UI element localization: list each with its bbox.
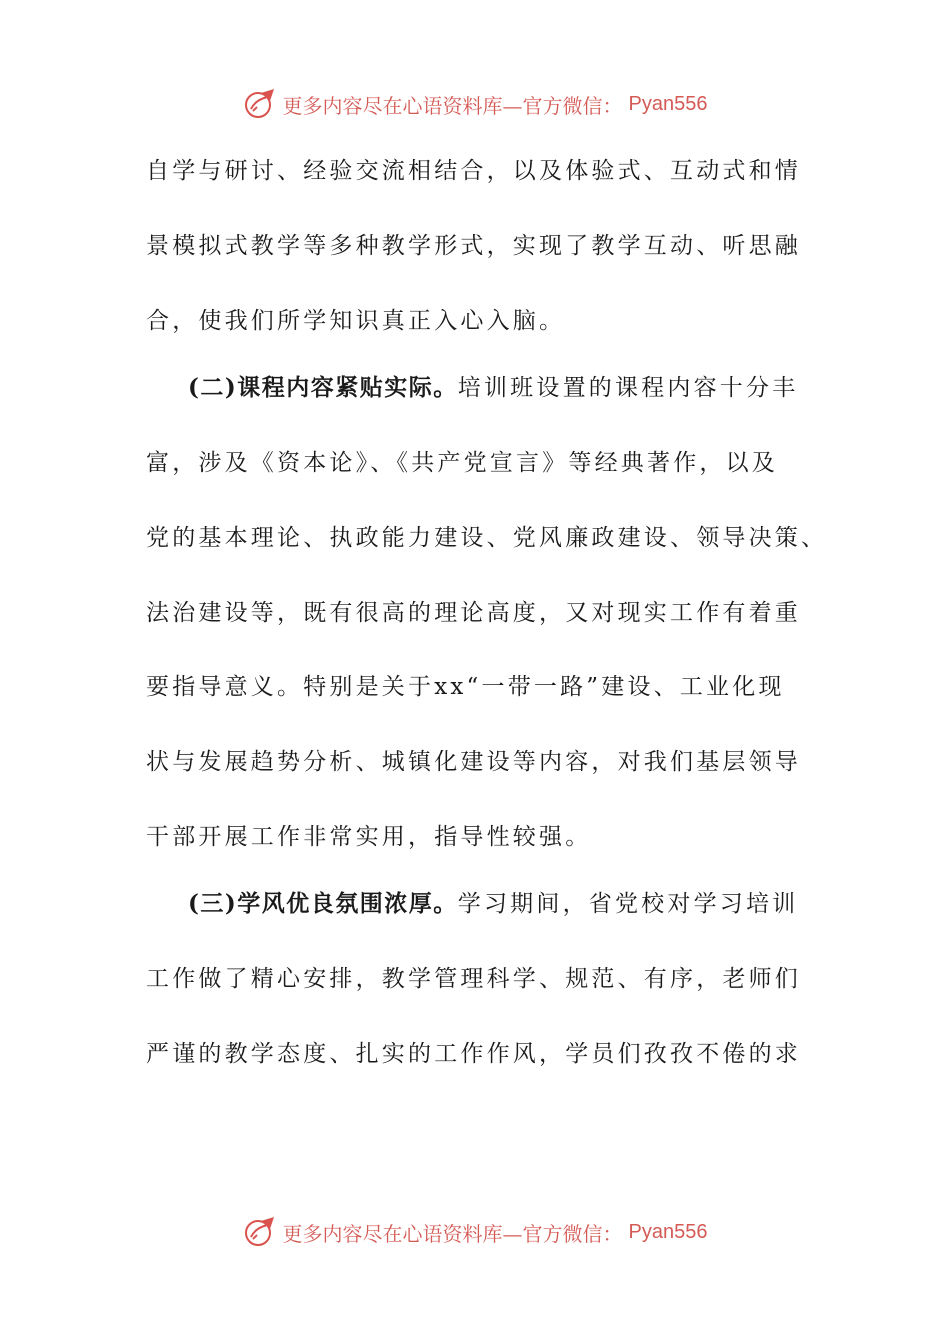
banner-wechat-id: Pyan556 — [628, 1220, 708, 1243]
section-heading: (三)学风优良氛围浓厚。 — [188, 890, 458, 917]
text-line: 严谨的教学态度、扎实的工作作风，学员们孜孜不倦的求 — [146, 1041, 801, 1067]
text-line: 景模拟式教学等多种教学形式，实现了教学互动、听思融 — [146, 233, 801, 259]
pen-logo-icon — [243, 1215, 277, 1249]
text-line: 状与发展趋势分析、城镇化建设等内容，对我们基层领导 — [146, 749, 801, 775]
text-line: 合，使我们所学知识真正入心入脑。 — [146, 308, 566, 334]
text-line: 法治建设等，既有很高的理论高度，又对现实工作有着重 — [146, 600, 801, 626]
text-line: 自学与研讨、经验交流相结合，以及体验式、互动式和情 — [146, 158, 801, 184]
text-line: 工作做了精心安排，教学管理科学、规范、有序，老师们 — [146, 966, 801, 992]
paragraph-heading-line — [188, 373, 868, 403]
section-heading: (二)课程内容紧贴实际。 — [188, 374, 458, 401]
paragraph-heading-line — [188, 889, 868, 919]
text-line: 要指导意义。特别是关于xx“一带一路”建设、工业化现 — [146, 674, 785, 700]
text-line: 党的基本理论、执政能力建设、党风廉政建设、领导决策、 — [146, 525, 828, 551]
text-line: 干部开展工作非常实用，指导性较强。 — [146, 824, 592, 850]
banner-wechat-id: Pyan556 — [628, 92, 708, 115]
text-run: 培训班设置的课程内容十分丰 — [457, 375, 799, 401]
pen-logo-icon — [243, 87, 277, 121]
footer-banner — [0, 1212, 950, 1252]
banner-text: 更多内容尽在心语资料库—官方微信： — [282, 93, 623, 118]
header-banner — [0, 84, 950, 124]
text-run: 学习期间，省党校对学习培训 — [457, 891, 799, 917]
text-line: 富，涉及《资本论》、《共产党宣言》等经典著作，以及 — [146, 450, 778, 476]
banner-text: 更多内容尽在心语资料库—官方微信： — [282, 1221, 623, 1246]
